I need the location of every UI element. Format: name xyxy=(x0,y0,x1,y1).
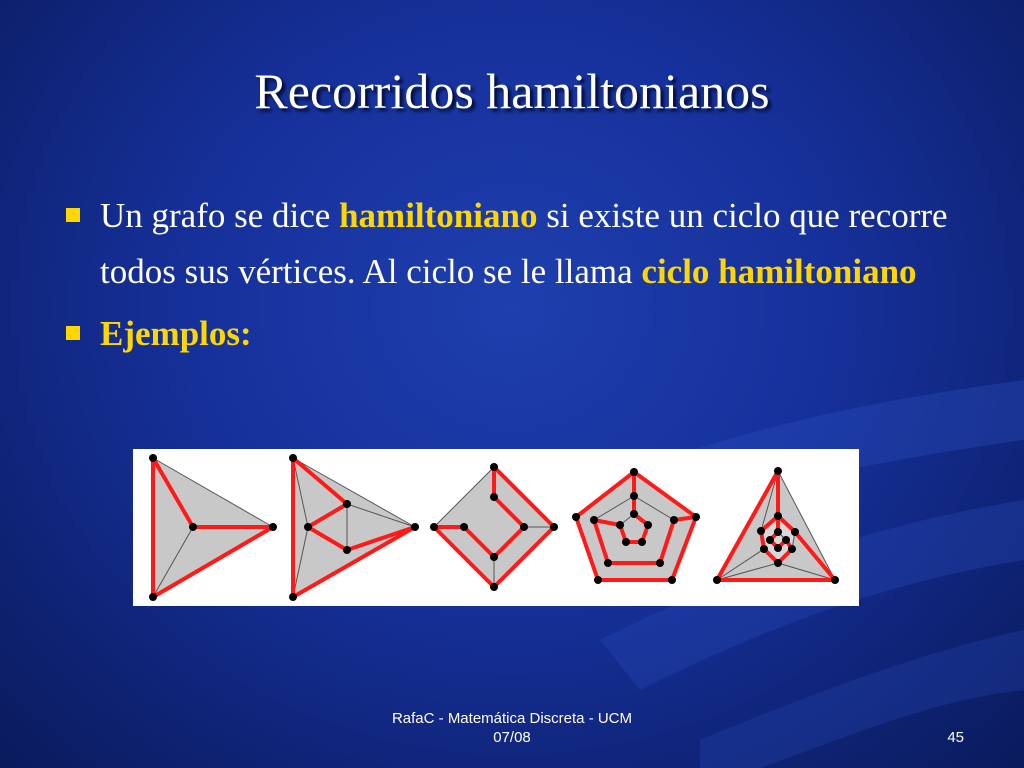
examples-label: Ejemplos: xyxy=(100,314,252,353)
bullet-square-icon xyxy=(66,208,80,222)
page-number: 45 xyxy=(947,729,964,746)
examples-panel xyxy=(133,449,859,606)
term-ciclo-hamiltoniano: ciclo hamiltoniano xyxy=(641,252,917,291)
footer-author: RafaC - Matemática Discreta - UCM xyxy=(391,710,633,727)
term-hamiltoniano: hamiltoniano xyxy=(339,196,538,235)
bullet-definition xyxy=(62,188,992,300)
examples-figure xyxy=(133,449,859,606)
bullet-list xyxy=(62,188,992,362)
cube-graph xyxy=(430,463,558,591)
dodecahedron-graph xyxy=(572,468,700,584)
triangle-graph xyxy=(149,454,277,601)
footer xyxy=(0,709,1024,747)
icosahedron-like-graph xyxy=(713,467,839,584)
definition-text-pre: Un grafo se dice xyxy=(100,196,340,235)
slide-title: Recorridos hamiltonianos xyxy=(254,63,770,119)
wheel-4-graph xyxy=(289,454,419,601)
bullet-square-icon xyxy=(66,326,80,340)
footer-year: 07/08 xyxy=(493,729,531,746)
definition-text-post: si existe un ciclo que recorre todos sus vértices. Al ciclo se le llama xyxy=(100,196,948,291)
bullet-examples xyxy=(62,306,992,362)
